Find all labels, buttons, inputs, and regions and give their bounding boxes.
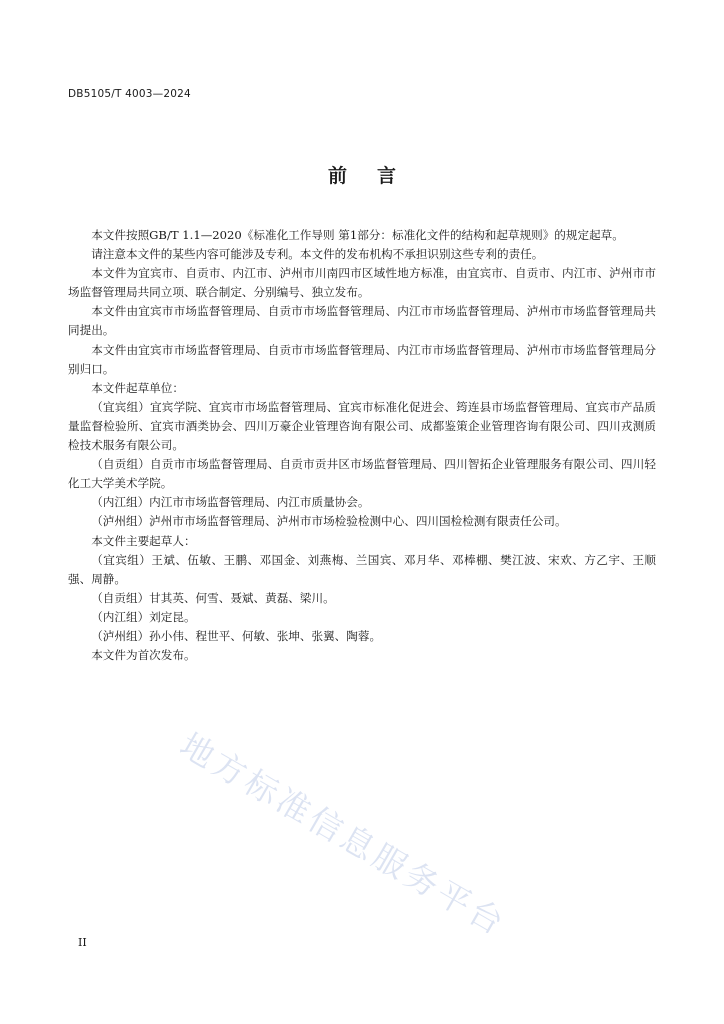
watermark: 地方标准信息服务平台	[173, 725, 514, 944]
paragraph-drafting-units-heading: 本文件起草单位：	[91, 380, 184, 395]
paragraph-units-luzhou: （泸州组）泸州市市场监督管理局、泸州市市场检验检测中心、四川国检检测有限责任公司。	[91, 514, 567, 529]
paragraph-units-zigong: （自贡组）自贡市市场监督管理局、自贡市贡井区市场监督管理局、四川智拓企业管理服务有限公司、四川轻化工大学美术学院。	[68, 457, 656, 491]
page-number: II	[78, 936, 87, 949]
paragraph-centralized-by: 本文件由宜宾市市场监督管理局、自贡市市场监督管理局、内江市市场监督管理局、泸州市市场监督管理局分别归口。	[68, 342, 656, 376]
foreword-body	[68, 226, 656, 665]
paragraph-drafters-yibin: （宜宾组）王斌、伍敏、王鹏、邓国金、刘燕梅、兰国宾、邓月华、邓棒棚、樊江波、宋欢、方乙宇、王顺强、周静。	[68, 552, 656, 586]
paragraph-proposed-by: 本文件由宜宾市市场监督管理局、自贡市市场监督管理局、内江市市场监督管理局、泸州市市场监督管理局共同提出。	[68, 304, 656, 338]
paragraph-drafting-rule: 本文件按照GB/T 1.1—2020《标准化工作导则 第1部分：标准化文件的结构和起草规则》的规定起草。	[91, 228, 624, 242]
page-title: 前言	[327, 165, 426, 187]
paragraph-units-neijiang: （内江组）内江市市场监督管理局、内江市质量协会。	[91, 495, 370, 510]
paragraph-drafters-heading: 本文件主要起草人：	[91, 533, 196, 548]
document-code: DB5105/T 4003—2024	[68, 88, 191, 100]
paragraph-drafters-luzhou: （泸州组）孙小伟、程世平、何敏、张坤、张翼、陶蓉。	[91, 628, 382, 643]
paragraph-regional-standard: 本文件为宜宾市、自贡市、内江市、泸州市川南四市区域性地方标准，由宜宾市、自贡市、内江市、泸州市市场监督管理局共同立项、联合制定、分别编号、独立发布。	[68, 266, 656, 300]
paragraph-patent-notice: 请注意本文件的某些内容可能涉及专利。本文件的发布机构不承担识别这些专利的责任。	[91, 247, 544, 262]
paragraph-first-release: 本文件为首次发布。	[91, 648, 196, 663]
paragraph-units-yibin: （宜宾组）宜宾学院、宜宾市市场监督管理局、宜宾市标准化促进会、筠连县市场监督管理局、宜宾市产品质量监督检验所、宜宾市酒类协会、四川万豪企业管理咨询有限公司、成都鉴策企业管理咨询有限公司、四川戎测质检技术服务有限公司。	[68, 399, 656, 453]
paragraph-drafters-neijiang: （内江组）刘定昆。	[91, 609, 196, 624]
paragraph-drafters-zigong: （自贡组）甘其英、何雪、聂斌、黄磊、梁川。	[91, 590, 335, 605]
